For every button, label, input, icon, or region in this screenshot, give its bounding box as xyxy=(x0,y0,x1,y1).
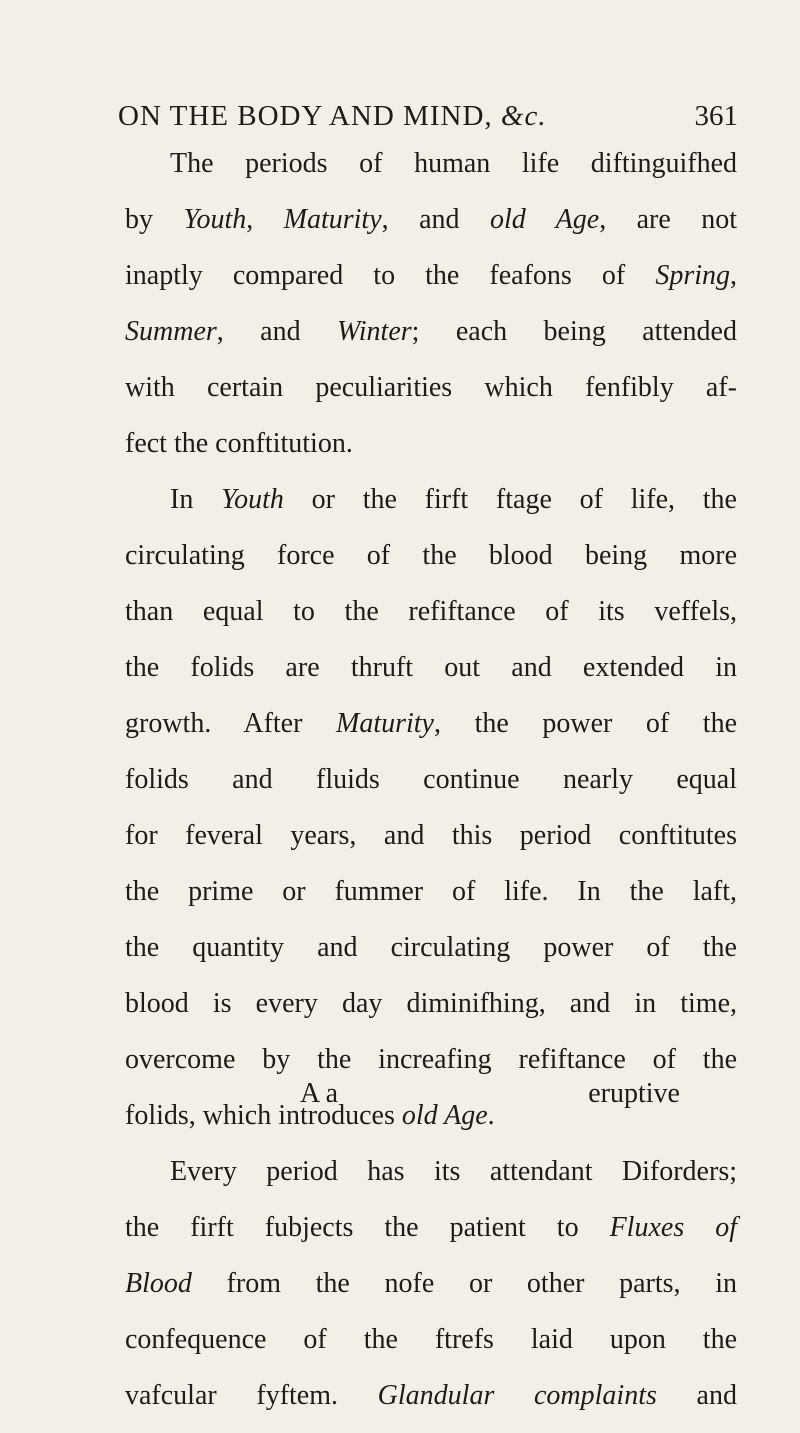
text-line: the folids are thruft out and extended in xyxy=(125,652,737,683)
text-line: fect the conftitution. xyxy=(125,428,353,459)
signature-mark: A a xyxy=(300,1078,339,1109)
text-line: In Youth or the firft ftage of life, the xyxy=(170,484,737,515)
text-line: Summer, and Winter; each being attended xyxy=(125,316,737,347)
body-text xyxy=(125,136,737,1424)
text-line: for feveral years, and this period conftitutes xyxy=(125,820,737,851)
running-header xyxy=(118,96,738,136)
text-line: growth. After Maturity, the power of the xyxy=(125,708,737,739)
text-line: folids and fluids continue nearly equal xyxy=(125,764,737,795)
text-line: the quantity and circulating power of the xyxy=(125,932,737,963)
page-number: 361 xyxy=(694,100,738,132)
page-footer xyxy=(300,1066,680,1122)
text-line: Every period has its attendant Diforders; xyxy=(170,1156,737,1187)
running-title: ON THE BODY AND MIND, &c. xyxy=(118,100,547,132)
text-line: with certain peculiarities which fenfibly af- xyxy=(125,372,737,403)
text-line: vafcular fyftem. Glandular complaints and xyxy=(125,1380,737,1411)
text-line: inaptly compared to the feafons of Spring, xyxy=(125,260,737,291)
text-line: by Youth, Maturity, and old Age, are not xyxy=(125,204,738,235)
text-line: circulating force of the blood being more xyxy=(125,540,737,571)
text-line: Blood from the nofe or other parts, in xyxy=(125,1268,737,1299)
text-line: the firft fubjects the patient to Fluxes of xyxy=(125,1212,737,1243)
text-line: confequence of the ftrefs laid upon the xyxy=(125,1324,737,1355)
text-line: the prime or fummer of life. In the laft, xyxy=(125,876,737,907)
running-title-etc: &c. xyxy=(500,100,547,132)
text-line: than equal to the refiftance of its veffels, xyxy=(125,596,737,627)
catchword: eruptive xyxy=(588,1078,680,1109)
text-line: overcome by the increafing refiftance of the xyxy=(125,1044,737,1075)
text-line: folids, which introduces old Age. xyxy=(125,1100,495,1131)
text-line: blood is every day diminifhing, and in time, xyxy=(125,988,737,1019)
text-line: The periods of human life diftinguifhed xyxy=(170,148,737,179)
